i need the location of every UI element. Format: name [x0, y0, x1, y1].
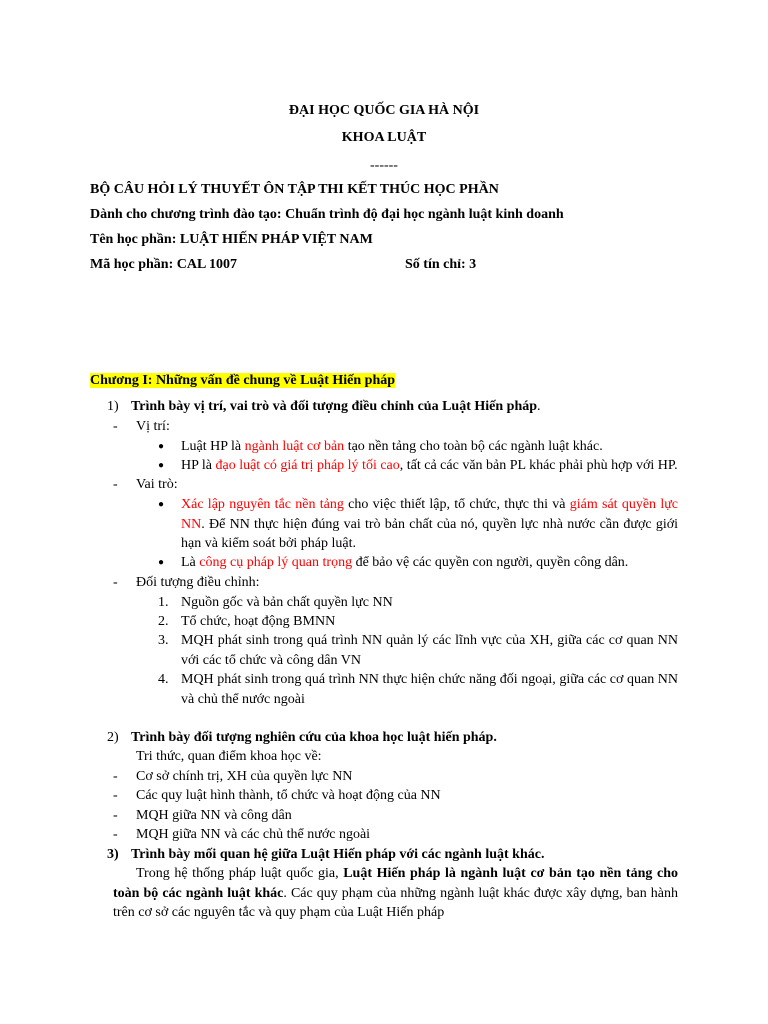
course-name: Tên học phần: LUẬT HIẾN PHÁP VIỆT NAM: [90, 232, 373, 247]
role-label: Vai trò:: [136, 477, 178, 492]
dash-marker: -: [113, 827, 118, 842]
highlight-red: Xác lập nguyên tắc nền tảng: [181, 497, 344, 512]
program-line: Dành cho chương trình đào tạo: Chuẩn trình độ đại học ngành luật kinh doanh: [90, 207, 564, 222]
document-title: BỘ CÂU HỎI LÝ THUYẾT ÔN TẬP THI KẾT THÚC HỌC PHẦN: [90, 182, 499, 197]
university-name: ĐẠI HỌC QUỐC GIA HÀ NỘI: [288, 103, 480, 118]
position-item-1: Luật HP là ngành luật cơ bản tạo nền tảng cho toàn bộ các ngành luật khác.: [181, 439, 603, 454]
list-number: 1.: [158, 595, 169, 610]
bullet-icon: ●: [158, 557, 165, 568]
highlight-red: công cụ pháp lý quan trọng: [199, 555, 353, 570]
q3-emphasis: Luật Hiến pháp là ngành luật cơ bản tạo nền tảng cho toàn bộ các ngành luật khác: [113, 866, 678, 901]
dash-marker: -: [113, 808, 118, 823]
q2-item-2: Các quy luật hình thành, tổ chức và hoạt động của NN: [136, 788, 441, 803]
list-number: 3.: [158, 633, 169, 648]
list-number: 2.: [158, 614, 169, 629]
chapter-title-text: Chương I: Những vấn đề chung về Luật Hiến pháp: [90, 373, 396, 388]
faculty-name: KHOA LUẬT: [341, 130, 427, 145]
role-item-2: Là công cụ pháp lý quan trọng để bảo vệ các quyền con người, quyền công dân.: [181, 555, 629, 570]
q2-intro: Tri thức, quan điểm khoa học về:: [136, 749, 322, 764]
highlight-red: giám sát quyền lực NN: [181, 497, 679, 532]
dash-marker: -: [113, 575, 118, 590]
subject-item-3: MQH phát sinh trong quá trình NN quản lý các lĩnh vực của XH, giữa các cơ quan NN với các tổ chức và công dân VN: [181, 633, 678, 668]
q3-paragraph: Trong hệ thống pháp luật quốc gia, Luật Hiến pháp là ngành luật cơ bản tạo nền tảng cho toàn bộ các ngành luật khác. Các quy phạm của những ngành luật khác được xây dựng, ban hành trên cơ sở các nguyên tắc và quy phạm của Luật Hiến pháp: [113, 866, 678, 920]
dash-marker: -: [113, 477, 118, 492]
q3-heading: Trình bày mối quan hệ giữa Luật Hiến pháp với các ngành luật khác.: [131, 847, 545, 862]
credits: Số tín chỉ: 3: [405, 257, 477, 272]
q2-item-1: Cơ sở chính trị, XH của quyền lực NN: [136, 769, 353, 784]
highlight-red: đạo luật có giá trị pháp lý tối cao: [215, 458, 400, 473]
bullet-icon: ●: [158, 441, 165, 452]
q1-trail: .: [537, 399, 541, 414]
bullet-icon: ●: [158, 499, 165, 510]
q2-item-3: MQH giữa NN và công dân: [136, 808, 292, 823]
q1-marker: 1): [107, 399, 119, 414]
course-code: Mã học phần: CAL 1007: [90, 257, 238, 272]
position-label: Vị trí:: [136, 419, 170, 434]
list-number: 4.: [158, 672, 169, 687]
highlight-red: ngành luật cơ bản: [244, 439, 345, 454]
subject-item-1: Nguồn gốc và bản chất quyền lực NN: [181, 595, 393, 610]
subject-label: Đối tượng điều chỉnh:: [136, 575, 260, 590]
position-item-2: HP là đạo luật có giá trị pháp lý tối cao, tất cả các văn bản PL khác phải phù hợp với HP.: [181, 458, 678, 473]
chapter-title: [90, 371, 395, 391]
q2-item-4: MQH giữa NN và các chủ thể nước ngoài: [136, 827, 371, 842]
dash-marker: -: [113, 788, 118, 803]
q1-heading: [131, 397, 541, 417]
dash-marker: -: [113, 419, 118, 434]
q1-text: Trình bày vị trí, vai trò và đối tượng điều chỉnh của Luật Hiến pháp: [131, 399, 538, 414]
q3-marker: 3): [107, 847, 119, 862]
subject-item-2: Tổ chức, hoạt động BMNN: [181, 614, 336, 629]
dash-marker: -: [113, 769, 118, 784]
bullet-icon: ●: [158, 460, 165, 471]
q2-marker: 2): [107, 730, 119, 745]
q2-heading: Trình bày đối tượng nghiên cứu của khoa học luật hiến pháp.: [131, 730, 497, 745]
header-separator: ------: [370, 158, 398, 173]
subject-item-4: MQH phát sinh trong quá trình NN thực hiện chức năng đối ngoại, giữa các cơ quan NN và chủ thể nước ngoài: [181, 672, 678, 707]
role-item-1: Xác lập nguyên tắc nền tảng cho việc thiết lập, tổ chức, thực thi và giám sát quyền lực NN. Để NN thực hiện đúng vai trò bản chất của nó, quyền lực nhà nước cần được giới hạn và kiểm soát bởi pháp luật.: [181, 497, 679, 551]
